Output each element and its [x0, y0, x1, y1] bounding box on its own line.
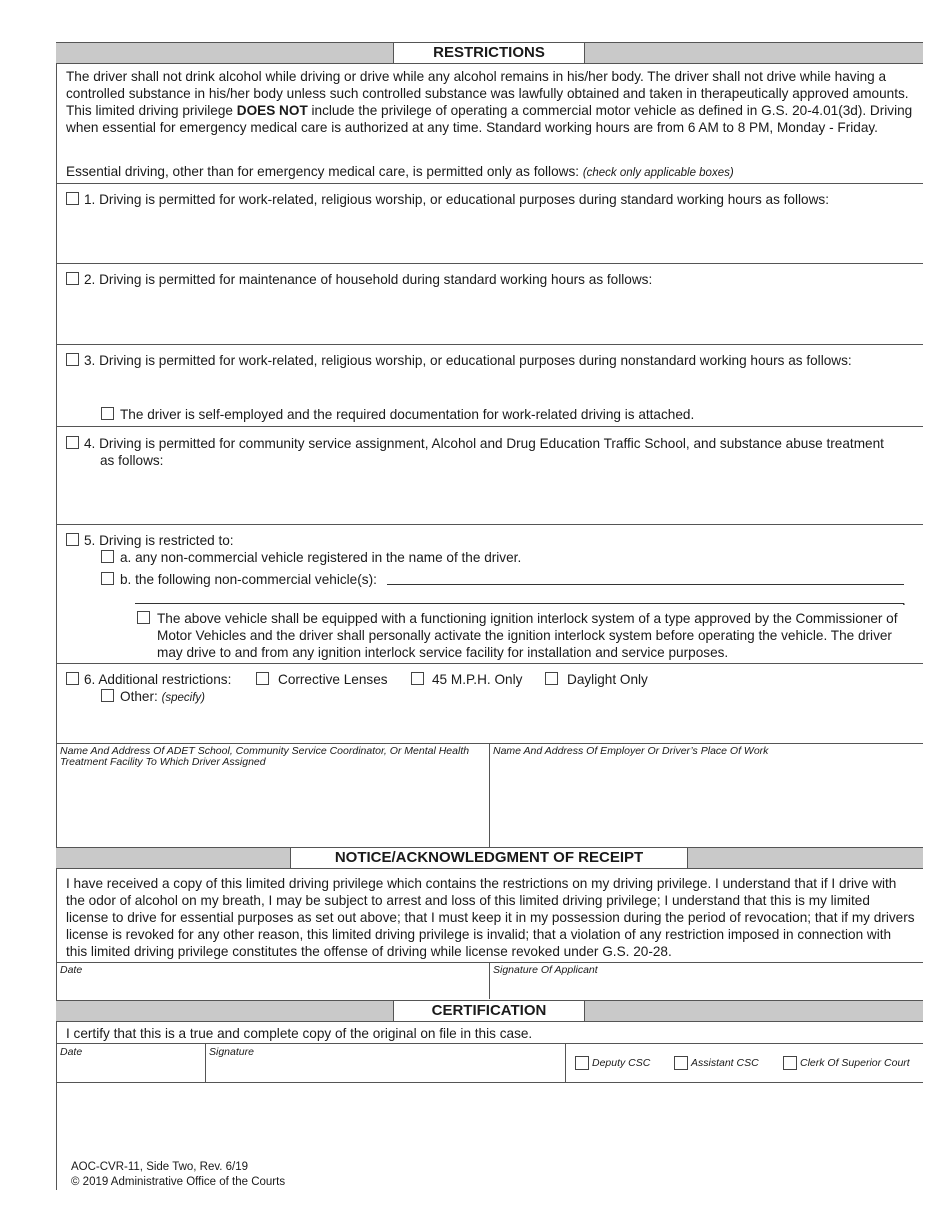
employer-field-input[interactable] [492, 762, 920, 845]
item6-checkbox[interactable] [66, 672, 79, 685]
item1-checkbox[interactable] [66, 192, 79, 205]
divider [56, 524, 923, 525]
item4-text-line2: as follows: [100, 453, 164, 468]
footer-copyright: © 2019 Administrative Office of the Courts [71, 1176, 286, 1188]
divider [56, 663, 923, 664]
intro-bold-does-not: DOES NOT [236, 103, 308, 118]
item5a-checkbox[interactable] [101, 550, 114, 563]
item5-checkbox[interactable] [66, 533, 79, 546]
divider [56, 183, 923, 184]
vehicle-input-line-2[interactable] [135, 603, 904, 604]
divider [565, 1043, 566, 1082]
divider [56, 426, 923, 427]
item4-text-line1: 4. Driving is permitted for community service assignment, Alcohol and Drug Education Traffic School, and substance abuse treatment [84, 436, 884, 451]
self-employed-text: The driver is self-employed and the required documentation for work-related driving is attached. [120, 407, 695, 422]
certification-text: I certify that this is a true and complete copy of the original on file in this case. [66, 1026, 533, 1041]
item3-text: 3. Driving is permitted for work-related, religious worship, or educational purposes during nonstandard working hours as follows: [84, 353, 852, 368]
notice-date-input[interactable] [58, 978, 486, 998]
notice-header-band [56, 847, 923, 869]
item3-checkbox[interactable] [66, 353, 79, 366]
other-checkbox[interactable] [101, 689, 114, 702]
assistant-csc-checkbox[interactable] [674, 1056, 688, 1070]
divider [56, 1082, 923, 1083]
applicant-signature-input[interactable] [492, 978, 920, 998]
certification-header-band [56, 1000, 923, 1022]
notice-date-label: Date [60, 964, 83, 976]
divider [56, 1043, 923, 1044]
divider [205, 1043, 206, 1082]
divider [56, 263, 923, 264]
deputy-csc-label: Deputy CSC [592, 1057, 651, 1069]
other-label [120, 688, 205, 707]
clerk-superior-court-label: Clerk Of Superior Court [800, 1057, 910, 1069]
certification-heading: CERTIFICATION [393, 1001, 585, 1021]
assistant-csc-label: Assistant CSC [691, 1057, 759, 1069]
essential-driving-line [66, 163, 734, 182]
restrictions-heading: RESTRICTIONS [393, 43, 585, 63]
item5-text: 5. Driving is restricted to: [84, 533, 234, 548]
notice-text: I have received a copy of this limited driving privilege which contains the restrictions on my driving privilege. I understand that if I drive with the odor of alcohol on my breath, I may be subject to arrest and loss of this limited driving privilege; I understand that this is my limited license to drive for essential purposes as set out above; that I must keep it in my possession during the period of revocation; that if my drivers license is revoked for any other reason, this limited driving privilege is invalid; that a violation of any restriction imposed in connection with this limited driving privilege constitutes the offense of driving while license revoked under G.S. 20-28. [66, 876, 915, 959]
deputy-csc-checkbox[interactable] [575, 1056, 589, 1070]
ignition-interlock-checkbox[interactable] [137, 611, 150, 624]
item5b-text: b. the following non-commercial vehicle(s): [120, 572, 377, 587]
essential-text: Essential driving, other than for emergency medical care, is permitted only as follows: [66, 164, 580, 179]
cert-date-input[interactable] [58, 1060, 202, 1080]
item6-text: 6. Additional restrictions: [84, 672, 232, 687]
divider [489, 962, 490, 999]
cert-signature-input[interactable] [208, 1060, 562, 1080]
divider [489, 743, 490, 847]
notice-heading: NOTICE/ACKNOWLEDGMENT OF RECEIPT [290, 848, 688, 868]
cert-date-label: Date [60, 1046, 83, 1058]
school-field-input[interactable] [58, 770, 486, 845]
ignition-interlock-text: The above vehicle shall be equipped with a functioning ignition interlock system of a type approved by the Commissioner of Motor Vehicles and the driver shall personally activate the ignition interlock system before operating the vehicle. The driver may drive to and from any ignition interlock service facility for installation and service purposes. [157, 611, 898, 660]
essential-note: (check only applicable boxes) [582, 167, 734, 179]
item5a-text: a. any non-commercial vehicle registered in the name of the driver. [120, 550, 522, 565]
divider [56, 344, 923, 345]
item2-checkbox[interactable] [66, 272, 79, 285]
corrective-lenses-label: Corrective Lenses [278, 672, 388, 687]
vehicle-input-line-1[interactable] [387, 584, 904, 585]
item1-text: 1. Driving is permitted for work-related, religious worship, or educational purposes during standard working hours as follows: [84, 192, 829, 207]
item4-checkbox[interactable] [66, 436, 79, 449]
item5b-checkbox[interactable] [101, 572, 114, 585]
daylight-only-checkbox[interactable] [545, 672, 558, 685]
item2-text: 2. Driving is permitted for maintenance of household during standard working hours as follows: [84, 272, 653, 287]
intro-text-part1: The driver shall not drink alcohol while driving or drive while any alcohol remains in his/her body. The driver shall not drive while having a controlled substance in his/her body unless such controlled substance was lawfully obtained and taken in therapeutically approved amounts. This limited driving privilege [66, 69, 909, 118]
clerk-superior-court-checkbox[interactable] [783, 1056, 797, 1070]
employer-field-label: Name And Address Of Employer Or Driver’s Place Of Work [493, 745, 769, 757]
45mph-label: 45 M.P.H. Only [432, 672, 523, 687]
cert-signature-label: Signature [209, 1046, 254, 1058]
vehicle-line-period: . [902, 593, 906, 608]
daylight-only-label: Daylight Only [567, 672, 648, 687]
applicant-signature-label: Signature Of Applicant [493, 964, 598, 976]
corrective-lenses-checkbox[interactable] [256, 672, 269, 685]
self-employed-checkbox[interactable] [101, 407, 114, 420]
footer-form-id: AOC-CVR-11, Side Two, Rev. 6/19 [71, 1161, 249, 1173]
intro-text-part2: include the privilege of operating a commercial motor vehicle as defined in G.S. 20-4.01(3d). Driving when essential for emergency medical care is authorized at any time. Standard working hours are from 6 AM to 8 PM, Monday - Friday. [66, 103, 913, 135]
restrictions-intro [66, 68, 916, 136]
other-text: Other: [120, 689, 158, 704]
school-field-label: Name And Address Of ADET School, Community Service Coordinator, Or Mental Health Treatment Facility To Which Driver Assigned [60, 745, 470, 768]
other-note: (specify) [161, 692, 206, 704]
45mph-checkbox[interactable] [411, 672, 424, 685]
restrictions-header-band [56, 42, 923, 64]
